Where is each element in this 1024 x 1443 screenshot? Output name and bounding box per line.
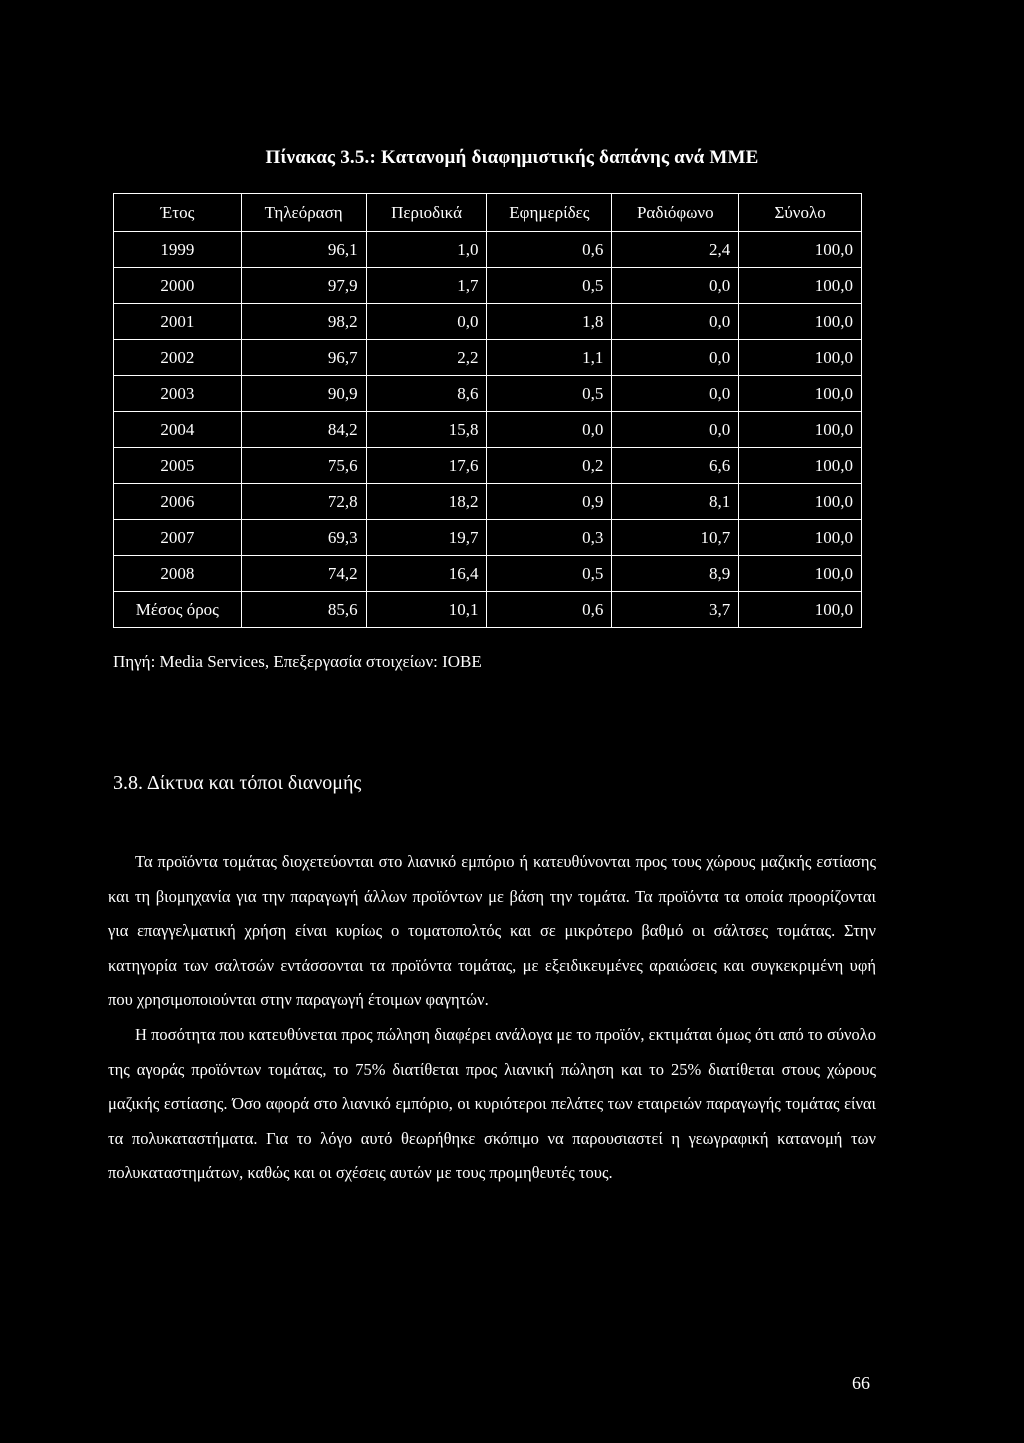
value-cell: 16,4 [366,556,487,592]
value-cell: 100,0 [739,412,862,448]
value-cell: 85,6 [241,592,366,628]
value-cell: 90,9 [241,376,366,412]
value-cell: 75,6 [241,448,366,484]
value-cell: 0,0 [612,304,739,340]
value-cell: 98,2 [241,304,366,340]
value-cell: 15,8 [366,412,487,448]
table-row [114,448,862,484]
value-cell: 10,7 [612,520,739,556]
value-cell: 0,0 [487,412,612,448]
section-body [108,845,876,1191]
value-cell: 1,1 [487,340,612,376]
value-cell: 84,2 [241,412,366,448]
value-cell: 1,0 [366,232,487,268]
value-cell: 100,0 [739,556,862,592]
table-row [114,556,862,592]
value-cell: 0,0 [366,304,487,340]
value-cell: 0,5 [487,376,612,412]
row-label-cell: 2003 [114,376,242,412]
row-label-cell: Μέσος όρος [114,592,242,628]
row-label-cell: 2004 [114,412,242,448]
value-cell: 100,0 [739,232,862,268]
value-cell: 0,5 [487,556,612,592]
header-magazines: Περιοδικά [366,194,487,232]
value-cell: 0,2 [487,448,612,484]
value-cell: 0,6 [487,232,612,268]
value-cell: 69,3 [241,520,366,556]
value-cell: 19,7 [366,520,487,556]
value-cell: 3,7 [612,592,739,628]
table-header-row [114,194,862,232]
row-label-cell: 2002 [114,340,242,376]
row-label-cell: 2005 [114,448,242,484]
value-cell: 100,0 [739,304,862,340]
table-caption: Πίνακας 3.5.: Κατανομή διαφημιστικής δαπάνης ανά ΜΜΕ [265,147,759,168]
value-cell: 72,8 [241,484,366,520]
value-cell: 17,6 [366,448,487,484]
value-cell: 96,1 [241,232,366,268]
table-row [114,376,862,412]
value-cell: 100,0 [739,340,862,376]
value-cell: 0,0 [612,412,739,448]
value-cell: 2,4 [612,232,739,268]
value-cell: 100,0 [739,520,862,556]
header-radio: Ραδιόφωνο [612,194,739,232]
table-row [114,412,862,448]
value-cell: 100,0 [739,268,862,304]
value-cell: 10,1 [366,592,487,628]
paragraph: Τα προϊόντα τομάτας διοχετεύονται στο λιανικό εμπόριο ή κατευθύνονται προς τους χώρους μαζικής εστίασης και τη βιομηχανία για την παραγωγή άλλων προϊόντων με βάση την τομάτα. Τα προϊόντα τα οποία προορίζονται για επαγγελματική χρήση είναι κυρίως ο τοματοπολτός και σε μικρότερο βαθμό οι σάλτσες τομάτας. Στην κατηγορία των σαλτσών εντάσσονται τα προϊόντα τομάτας, με εξειδικευμένες αραιώσεις και συγκεκριμένη υφή που χρησιμοποιούνται στην παραγωγή έτοιμων φαγητών. [108,852,876,1010]
row-label-cell: 2007 [114,520,242,556]
table-source-note: Πηγή: Media Services, Επεξεργασία στοιχείων: ΙΟΒΕ [113,652,482,671]
value-cell: 100,0 [739,448,862,484]
header-newspapers: Εφημερίδες [487,194,612,232]
value-cell: 74,2 [241,556,366,592]
table-row [114,520,862,556]
row-label-cell: 2006 [114,484,242,520]
value-cell: 0,5 [487,268,612,304]
row-label-cell: 1999 [114,232,242,268]
value-cell: 100,0 [739,484,862,520]
table-row [114,484,862,520]
page-number: 66 [852,1373,870,1393]
value-cell: 1,7 [366,268,487,304]
value-cell: 0,0 [612,268,739,304]
table-row [114,268,862,304]
table-row [114,592,862,628]
value-cell: 100,0 [739,592,862,628]
value-cell: 18,2 [366,484,487,520]
row-label-cell: 2008 [114,556,242,592]
header-total: Σύνολο [739,194,862,232]
value-cell: 0,0 [612,340,739,376]
row-label-cell: 2000 [114,268,242,304]
paragraph: Η ποσότητα που κατευθύνεται προς πώληση διαφέρει ανάλογα με το προϊόν, εκτιμάται όμως ότι από το σύνολο της αγοράς προϊόντων τομάτας, το 75% διατίθεται προς λιανική πώληση και το 25% διατίθεται στους χώρους μαζικής εστίασης. Όσο αφορά στο λιανικό εμπόριο, οι κυριότεροι πελάτες των εταιρειών παραγωγής τομάτας είναι τα πολυκαταστήματα. Για το λόγο αυτό θεωρήθηκε σκόπιμο να παρουσιαστεί η γεωγραφική κατανομή των πολυκαταστημάτων, καθώς και οι σχέσεις αυτών με τους προμηθευτές τους. [108,1024,876,1183]
value-cell: 0,9 [487,484,612,520]
value-cell: 8,1 [612,484,739,520]
table-row [114,232,862,268]
table-row [114,340,862,376]
header-year: Έτος [114,194,242,232]
advertising-spend-table [113,193,862,628]
value-cell: 8,6 [366,376,487,412]
value-cell: 8,9 [612,556,739,592]
table-row [114,304,862,340]
header-tv: Τηλεόραση [241,194,366,232]
value-cell: 0,0 [612,376,739,412]
value-cell: 0,3 [487,520,612,556]
section-heading: 3.8. Δίκτυα και τόποι διανομής [113,772,362,794]
value-cell: 0,6 [487,592,612,628]
value-cell: 1,8 [487,304,612,340]
value-cell: 2,2 [366,340,487,376]
value-cell: 96,7 [241,340,366,376]
value-cell: 6,6 [612,448,739,484]
row-label-cell: 2001 [114,304,242,340]
value-cell: 97,9 [241,268,366,304]
value-cell: 100,0 [739,376,862,412]
